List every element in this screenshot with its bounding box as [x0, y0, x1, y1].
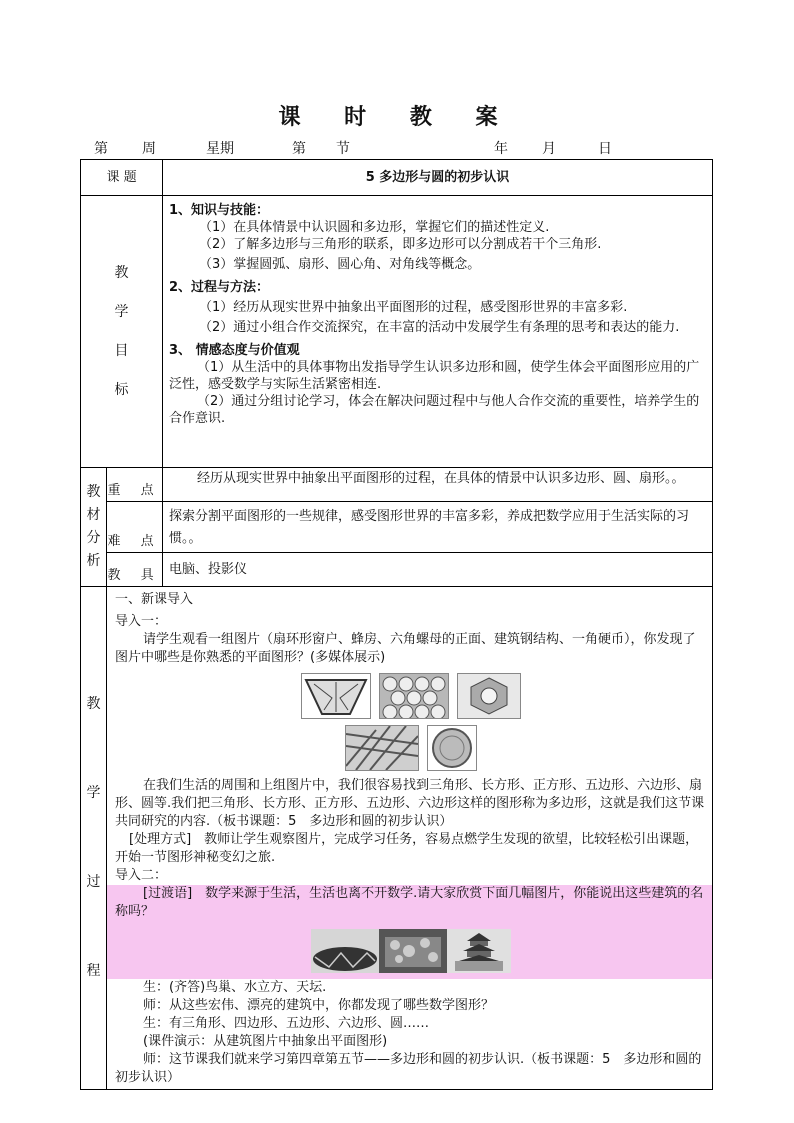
- hex-nut-image: [457, 673, 521, 719]
- building-images: [115, 929, 706, 973]
- steel-structure-image: [345, 725, 419, 771]
- honeycomb-image: [379, 673, 449, 719]
- birds-nest-image: [311, 929, 379, 973]
- goals-label-char: 学: [114, 303, 129, 320]
- week-suffix: 周: [142, 141, 156, 157]
- process-paragraph: [过渡语] 数学来源于生活，生活也离不开数学.请大家欣赏下面几幅图片，你能说出这些建筑的名称吗？: [115, 886, 704, 919]
- lesson-plan-table: [80, 159, 713, 1090]
- analysis-label-char: 析: [86, 553, 101, 569]
- key-point-text: 经历从现实世界中抽象出平面图形的过程，在具体的情景中认识多边形、圆、扇形。。: [163, 468, 713, 502]
- water-cube-image: [379, 929, 447, 973]
- goals-label: [81, 196, 163, 468]
- section-prefix: 第: [292, 141, 306, 157]
- dialogue-line: (课件演示：从建筑图片中抽象出平面图形): [143, 1034, 388, 1049]
- image-group-2: [115, 725, 706, 771]
- goals-label-char: 教: [114, 264, 129, 281]
- year-label: 年: [494, 141, 508, 157]
- goal-item: （1）经历从现实世界中抽象出平面图形的过程，感受图形世界的丰富多彩.: [199, 300, 628, 315]
- tools-text: 电脑、投影仪: [163, 553, 713, 587]
- process-paragraph: 请学生观看一组图片（扇环形窗户、蜂房、六角螺母的正面、建筑钢结构、一角硬币），你发现了图片中哪些是你熟悉的平面图形？(多媒体展示): [115, 632, 696, 665]
- image-group-1: [115, 673, 706, 719]
- dialogue-line: 生：有三角形、四边形、五边形、六边形、圆……: [143, 1016, 430, 1031]
- page-title: 课 时 教 案: [278, 105, 516, 130]
- goal-item: （1）在具体情景中认识圆和多边形，掌握它们的描述性定义.: [199, 220, 550, 235]
- goals-label-char: 目: [114, 342, 129, 359]
- day-label: 日: [598, 141, 612, 157]
- coin-image: [427, 725, 477, 771]
- topic-value: 5 多边形与圆的初步认识: [163, 160, 713, 196]
- difficult-point-label: 难 点: [107, 502, 163, 553]
- dialogue-line: 师：从这些宏伟、漂亮的建筑中，你都发现了哪些数学图形？: [143, 998, 495, 1013]
- tools-label: 教 具: [107, 553, 163, 587]
- process-paragraph: [处理方式] 教师让学生观察图片，完成学习任务，容易点燃学生发现的欲望，比较轻松引出课题，开始一节图形神秘变幻之旅.: [115, 832, 699, 865]
- goals-label-char: 标: [114, 381, 129, 398]
- analysis-label-char: 教: [86, 484, 101, 500]
- analysis-label-char: 分: [86, 530, 101, 546]
- process-heading: 一、新课导入: [115, 592, 194, 607]
- difficult-point-text: 探索分割平面图形的一些规律，感受图形世界的丰富多彩，养成把数学应用于生活实际的习惯。。: [163, 502, 713, 553]
- goals-content: [163, 196, 713, 468]
- goal-item: （1）从生活中的具体事物出发指导学生认识多边形和圆，使学生体会平面图形应用的广泛性，感受数学与实际生活紧密相连.: [169, 360, 700, 392]
- process-paragraph: 在我们生活的周围和上组图片中，我们很容易找到三角形、长方形、正方形、五边形、六边形、扇形、圆等.我们把三角形、长方形、正方形、五边形、六边形这样的图形称为多边形，这就是我们这节课共同研究的内容.（板书课题：5 多边形和圆的初步认识）: [115, 778, 705, 829]
- process-label-char: 学: [86, 785, 101, 801]
- week-prefix: 第: [94, 141, 108, 157]
- process-label-char: 程: [86, 963, 101, 979]
- date-line: [80, 138, 712, 158]
- dialogue-line: 生：(齐答)鸟巢、水立方、天坛.: [143, 980, 327, 995]
- goal-item: （2）通过小组合作交流探究，在丰富的活动中发展学生有条理的思考和表达的能力.: [199, 320, 680, 335]
- process-subheading: 导入一：: [115, 614, 168, 629]
- analysis-label: [81, 468, 107, 587]
- goals-section-title: 1、知识与技能：: [169, 203, 270, 218]
- process-label-char: 过: [86, 874, 101, 890]
- process-label-char: 教: [86, 696, 101, 712]
- process-content: [107, 587, 713, 1090]
- section-suffix: 节: [336, 141, 350, 157]
- goal-item: （2）通过分组讨论学习，体会在解决问题过程中与他人合作交流的重要性，培养学生的合作意识.: [169, 394, 700, 426]
- month-label: 月: [542, 141, 556, 157]
- topic-label: 课 题: [81, 160, 163, 196]
- key-point-label: 重 点: [107, 468, 163, 502]
- goal-item: （2）了解多边形与三角形的联系，即多边形可以分割成若干个三角形.: [199, 237, 602, 252]
- analysis-label-char: 材: [86, 507, 101, 523]
- weekday-label: 星期: [206, 141, 234, 157]
- goal-item: （3）掌握圆弧、扇形、圆心角、对角线等概念。: [199, 257, 481, 272]
- highlight-block: [107, 885, 712, 979]
- fan-window-image: [301, 673, 371, 719]
- goals-section-title: 2、过程与方法：: [169, 280, 270, 295]
- process-label: [81, 587, 107, 1090]
- process-subheading: 导入二：: [115, 868, 168, 883]
- goals-section-title: 3、 情感态度与价值观: [169, 343, 300, 358]
- temple-of-heaven-image: [447, 929, 511, 973]
- dialogue-line: 师：这节课我们就来学习第四章第五节——多边形和圆的初步认识.（板书课题：5 多边形和圆的初步认识）: [115, 1052, 702, 1085]
